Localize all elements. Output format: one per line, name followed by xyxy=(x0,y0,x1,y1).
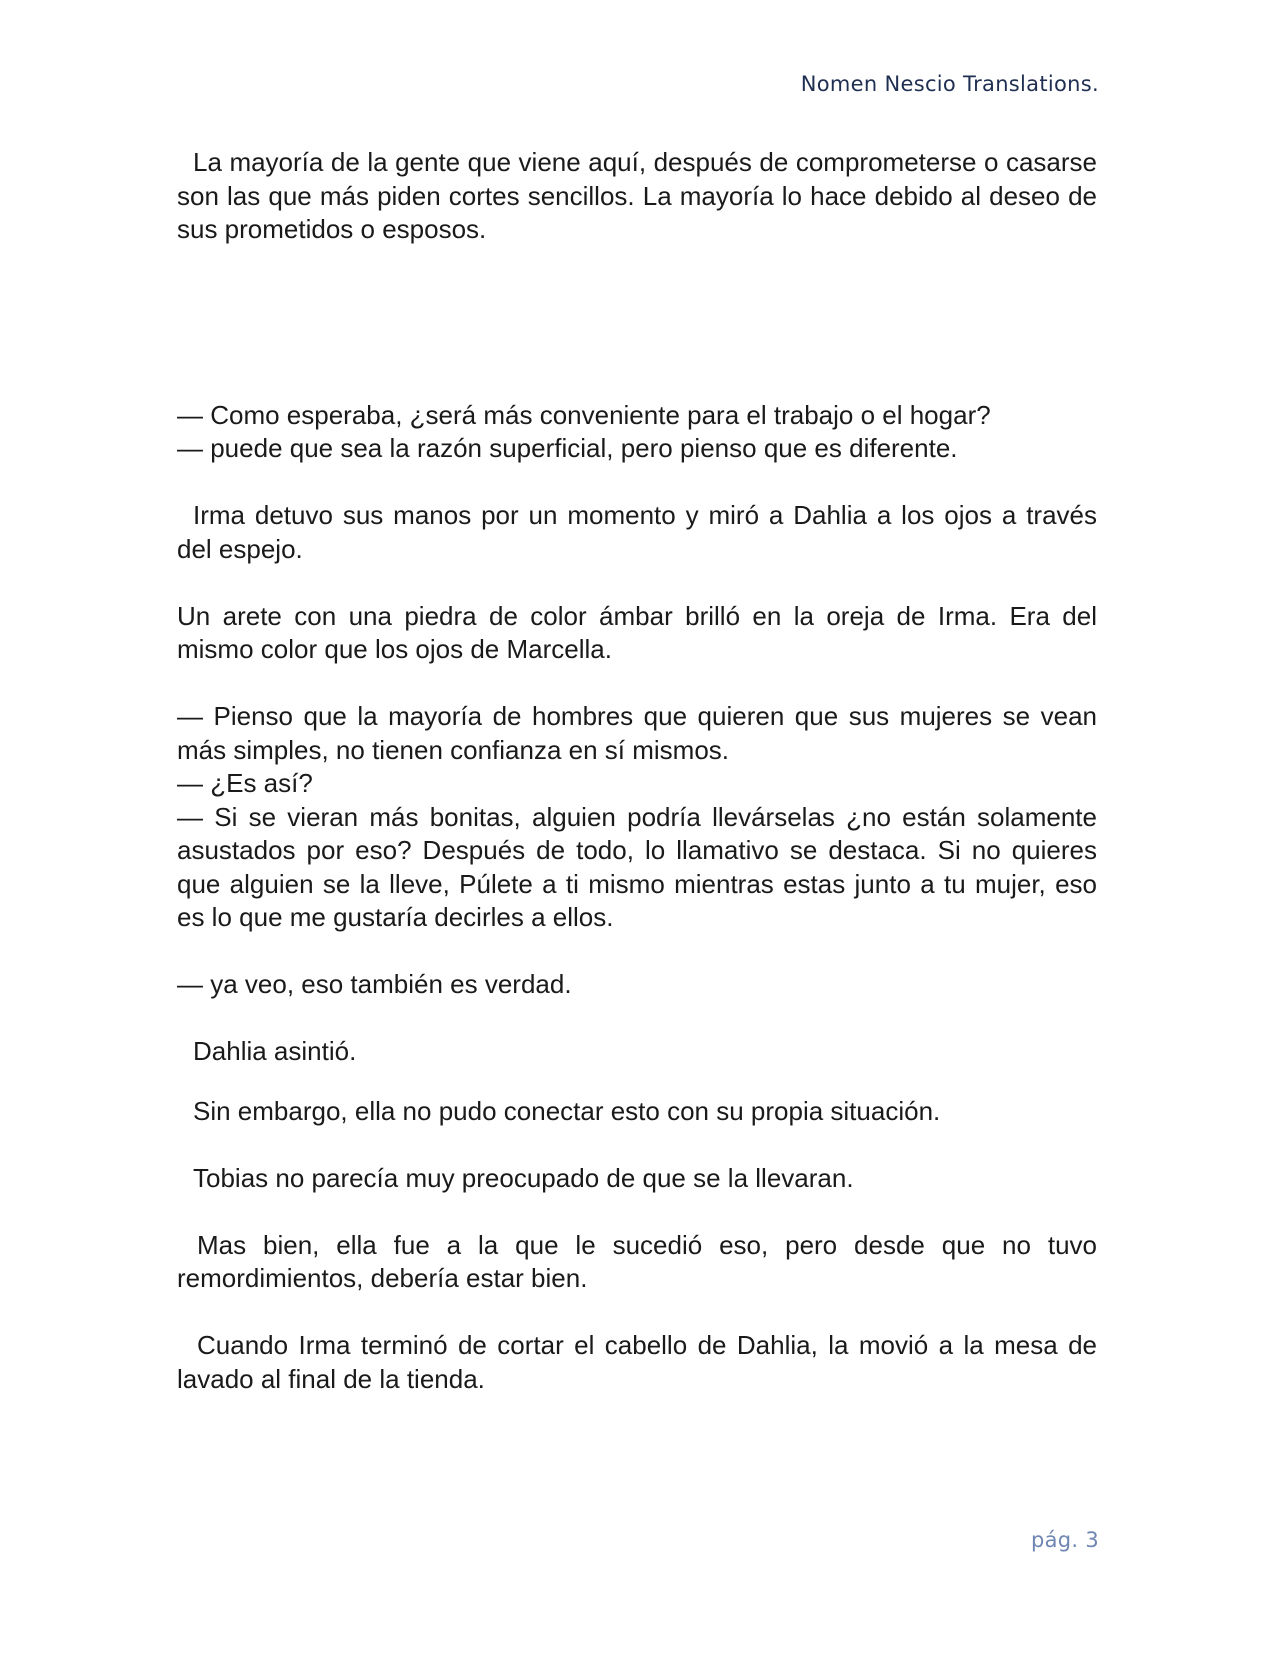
spacer xyxy=(177,1296,1097,1330)
body-text xyxy=(177,146,1097,1396)
spacer xyxy=(177,1069,1097,1095)
paragraph: Mas bien, ella fue a la que le sucedió eso, pero desde que no tuvo remordimientos, debería estar bien. xyxy=(177,1229,1097,1293)
paragraph: Un arete con una piedra de color ámbar brilló en la oreja de Irma. Era del mismo color que los ojos de Marcella. xyxy=(177,600,1097,664)
dialogue-line: — Como esperaba, ¿será más conveniente para el trabajo o el hogar? xyxy=(177,399,991,430)
spacer xyxy=(177,466,1097,500)
dialogue-line: — Si se vieran más bonitas, alguien podría llevárselas ¿no están solamente asustados por eso? Después de todo, lo llamativo se destaca. Si no quieres que alguien se la lleve, Púlete a ti mismo mientras estas junto a tu mujer, eso es lo que me gustaría decirles a ellos. xyxy=(177,801,1097,932)
page-number: pág. 3 xyxy=(1030,1528,1099,1552)
header-title: Nomen Nescio Translations. xyxy=(800,72,1099,96)
spacer xyxy=(177,1195,1097,1229)
paragraph: Irma detuvo sus manos por un momento y miró a Dahlia a los ojos a través del espejo. xyxy=(177,500,1097,564)
spacer xyxy=(177,566,1097,600)
spacer xyxy=(177,935,1097,969)
spacer xyxy=(177,667,1097,701)
paragraph: La mayoría de la gente que viene aquí, después de comprometerse o casarse son las que más piden cortes sencillos. La mayoría lo hace debido al deseo de sus prometidos o esposos. xyxy=(177,147,1097,244)
dialogue-line: — puede que sea la razón superficial, pero pienso que es diferente. xyxy=(177,433,958,463)
dialogue-line: — ya veo, eso también es verdad. xyxy=(177,969,572,999)
paragraph: Tobias no parecía muy preocupado de que se la llevaran. xyxy=(193,1162,854,1193)
dialogue-line: — ¿Es así? xyxy=(177,768,313,798)
spacer xyxy=(177,1128,1097,1162)
paragraph: Cuando Irma terminó de cortar el cabello de Dahlia, la movió a la mesa de lavado al final de la tienda. xyxy=(177,1330,1097,1394)
paragraph: Dahlia asintió. xyxy=(193,1036,357,1066)
spacer xyxy=(177,247,1097,399)
spacer xyxy=(177,1002,1097,1036)
dialogue-line: — Pienso que la mayoría de hombres que quieren que sus mujeres se vean más simples, no tienen confianza en sí mismos. xyxy=(177,701,1097,765)
paragraph: Sin embargo, ella no pudo conectar esto con su propia situación. xyxy=(193,1095,941,1126)
